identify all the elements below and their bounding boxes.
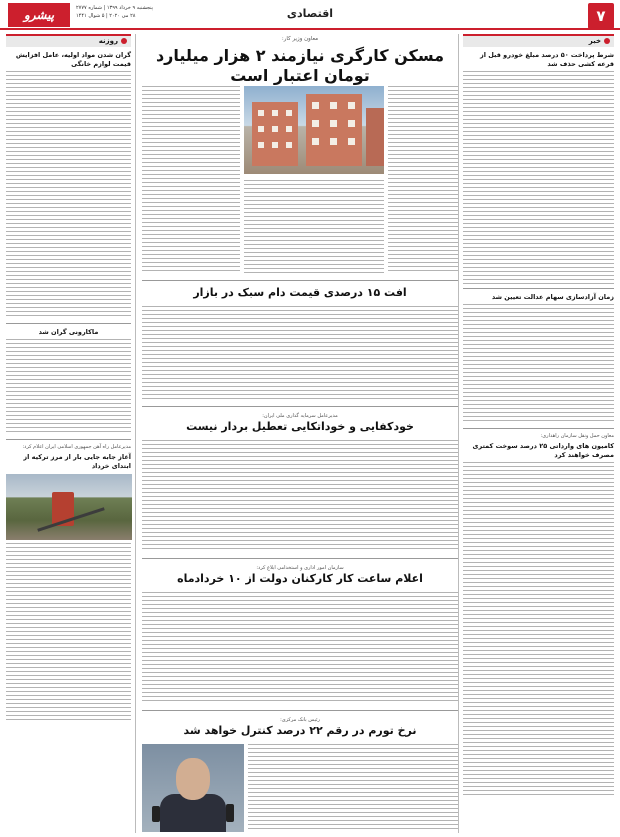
article-title[interactable]: زمان آزادسازی سهام عدالت تعیین شد <box>491 293 614 301</box>
article-kicker: سازمان امور اداری و استخدامی ابلاغ کرد: <box>256 565 344 571</box>
building-shape <box>306 94 362 166</box>
article-body <box>6 339 131 435</box>
column-tag-label: خبر <box>588 37 601 45</box>
news-column <box>458 34 614 833</box>
article-title[interactable]: ماکارونی گران شد <box>38 328 99 336</box>
divider <box>6 439 131 440</box>
article-title[interactable]: شرط پرداخت ۵۰ درصد مبلغ خودرو قبل از قرعه کشی حذف شد <box>479 51 614 68</box>
building-shape <box>366 108 384 166</box>
article-kicker: مدیرعامل سرمایه گذاری ملی ایران: <box>262 413 338 419</box>
page-number: ۷ <box>588 3 614 29</box>
article-body <box>463 462 614 797</box>
article-body <box>142 306 458 400</box>
building-shape <box>252 102 298 166</box>
roozaneh-column <box>6 34 136 833</box>
article-title[interactable]: خودکفایی و خوداتکایی تعطیل بردار نیست <box>186 420 414 433</box>
divider <box>463 288 614 289</box>
divider <box>142 406 458 407</box>
microphone-icon <box>152 806 160 822</box>
article-kicker: مدیرعامل راه آهن جمهوری اسلامی ایران اعلام کرد: <box>22 444 131 450</box>
article-title[interactable]: آغاز جابه جایی بار از مرز ترکیه از ابتدای خرداد <box>23 453 131 470</box>
lead-title[interactable]: مسکن کارگری نیازمند ۲ هزار میلیارد تومان اعتبار است <box>155 46 445 85</box>
article-body <box>142 440 458 552</box>
lead-kicker: معاون وزیر کار: <box>281 36 319 42</box>
article-body <box>388 86 458 274</box>
article-body <box>6 71 131 319</box>
article-body <box>244 180 384 274</box>
housing-photo <box>244 86 384 174</box>
column-tag <box>6 34 131 47</box>
dateline-gregorian: ۲۸ می ۲۰۲۰ | ۵ شوال ۱۴۴۱ <box>76 13 136 19</box>
column-tag-label: روزنه <box>98 37 118 45</box>
divider <box>142 558 458 559</box>
train-photo <box>6 474 131 540</box>
article-title[interactable]: افت ۱۵ درصدی قیمت دام سبک در بازار <box>193 286 407 299</box>
article-body <box>6 543 131 723</box>
article-body <box>463 71 614 284</box>
divider <box>142 280 458 281</box>
divider <box>142 710 458 711</box>
article-body <box>248 744 458 832</box>
divider <box>6 323 131 324</box>
article-kicker: معاون حمل ونقل سازمان راهداری: <box>540 433 614 439</box>
divider <box>463 428 614 429</box>
bullet-icon <box>121 38 127 44</box>
column-tag <box>463 34 614 47</box>
article-title[interactable]: اعلام ساعت کار کارکنان دولت از ۱۰ خردادماه <box>177 572 423 585</box>
dateline <box>76 4 153 20</box>
article-title[interactable]: نرخ تورم در رقم ۲۲ درصد کنترل خواهد شد <box>183 724 417 737</box>
dateline-persian: پنجشنبه ۹ خرداد ۱۳۹۹ | شماره ۲۷۷۷ <box>76 5 154 11</box>
article-title[interactable]: گران شدن مواد اولیه، عامل افزایش قیمت لوازم خانگی <box>15 51 131 68</box>
article-body <box>142 592 458 704</box>
face-shape <box>176 758 210 800</box>
article-kicker: رئیس بانک مرکزی: <box>280 717 320 723</box>
microphone-icon <box>226 804 234 822</box>
page-header <box>0 0 620 30</box>
article-title[interactable]: کامیون های وارداتی ۲۵ درصد سوخت کمتری مصرف خواهند کرد <box>472 442 614 459</box>
section-title: اقتصادی <box>286 7 334 20</box>
main-content <box>142 34 458 833</box>
article-body <box>463 304 614 424</box>
portrait-photo <box>142 744 244 832</box>
article-body <box>142 86 240 274</box>
newspaper-logo: پیشرو <box>8 3 70 27</box>
bullet-icon <box>604 38 610 44</box>
